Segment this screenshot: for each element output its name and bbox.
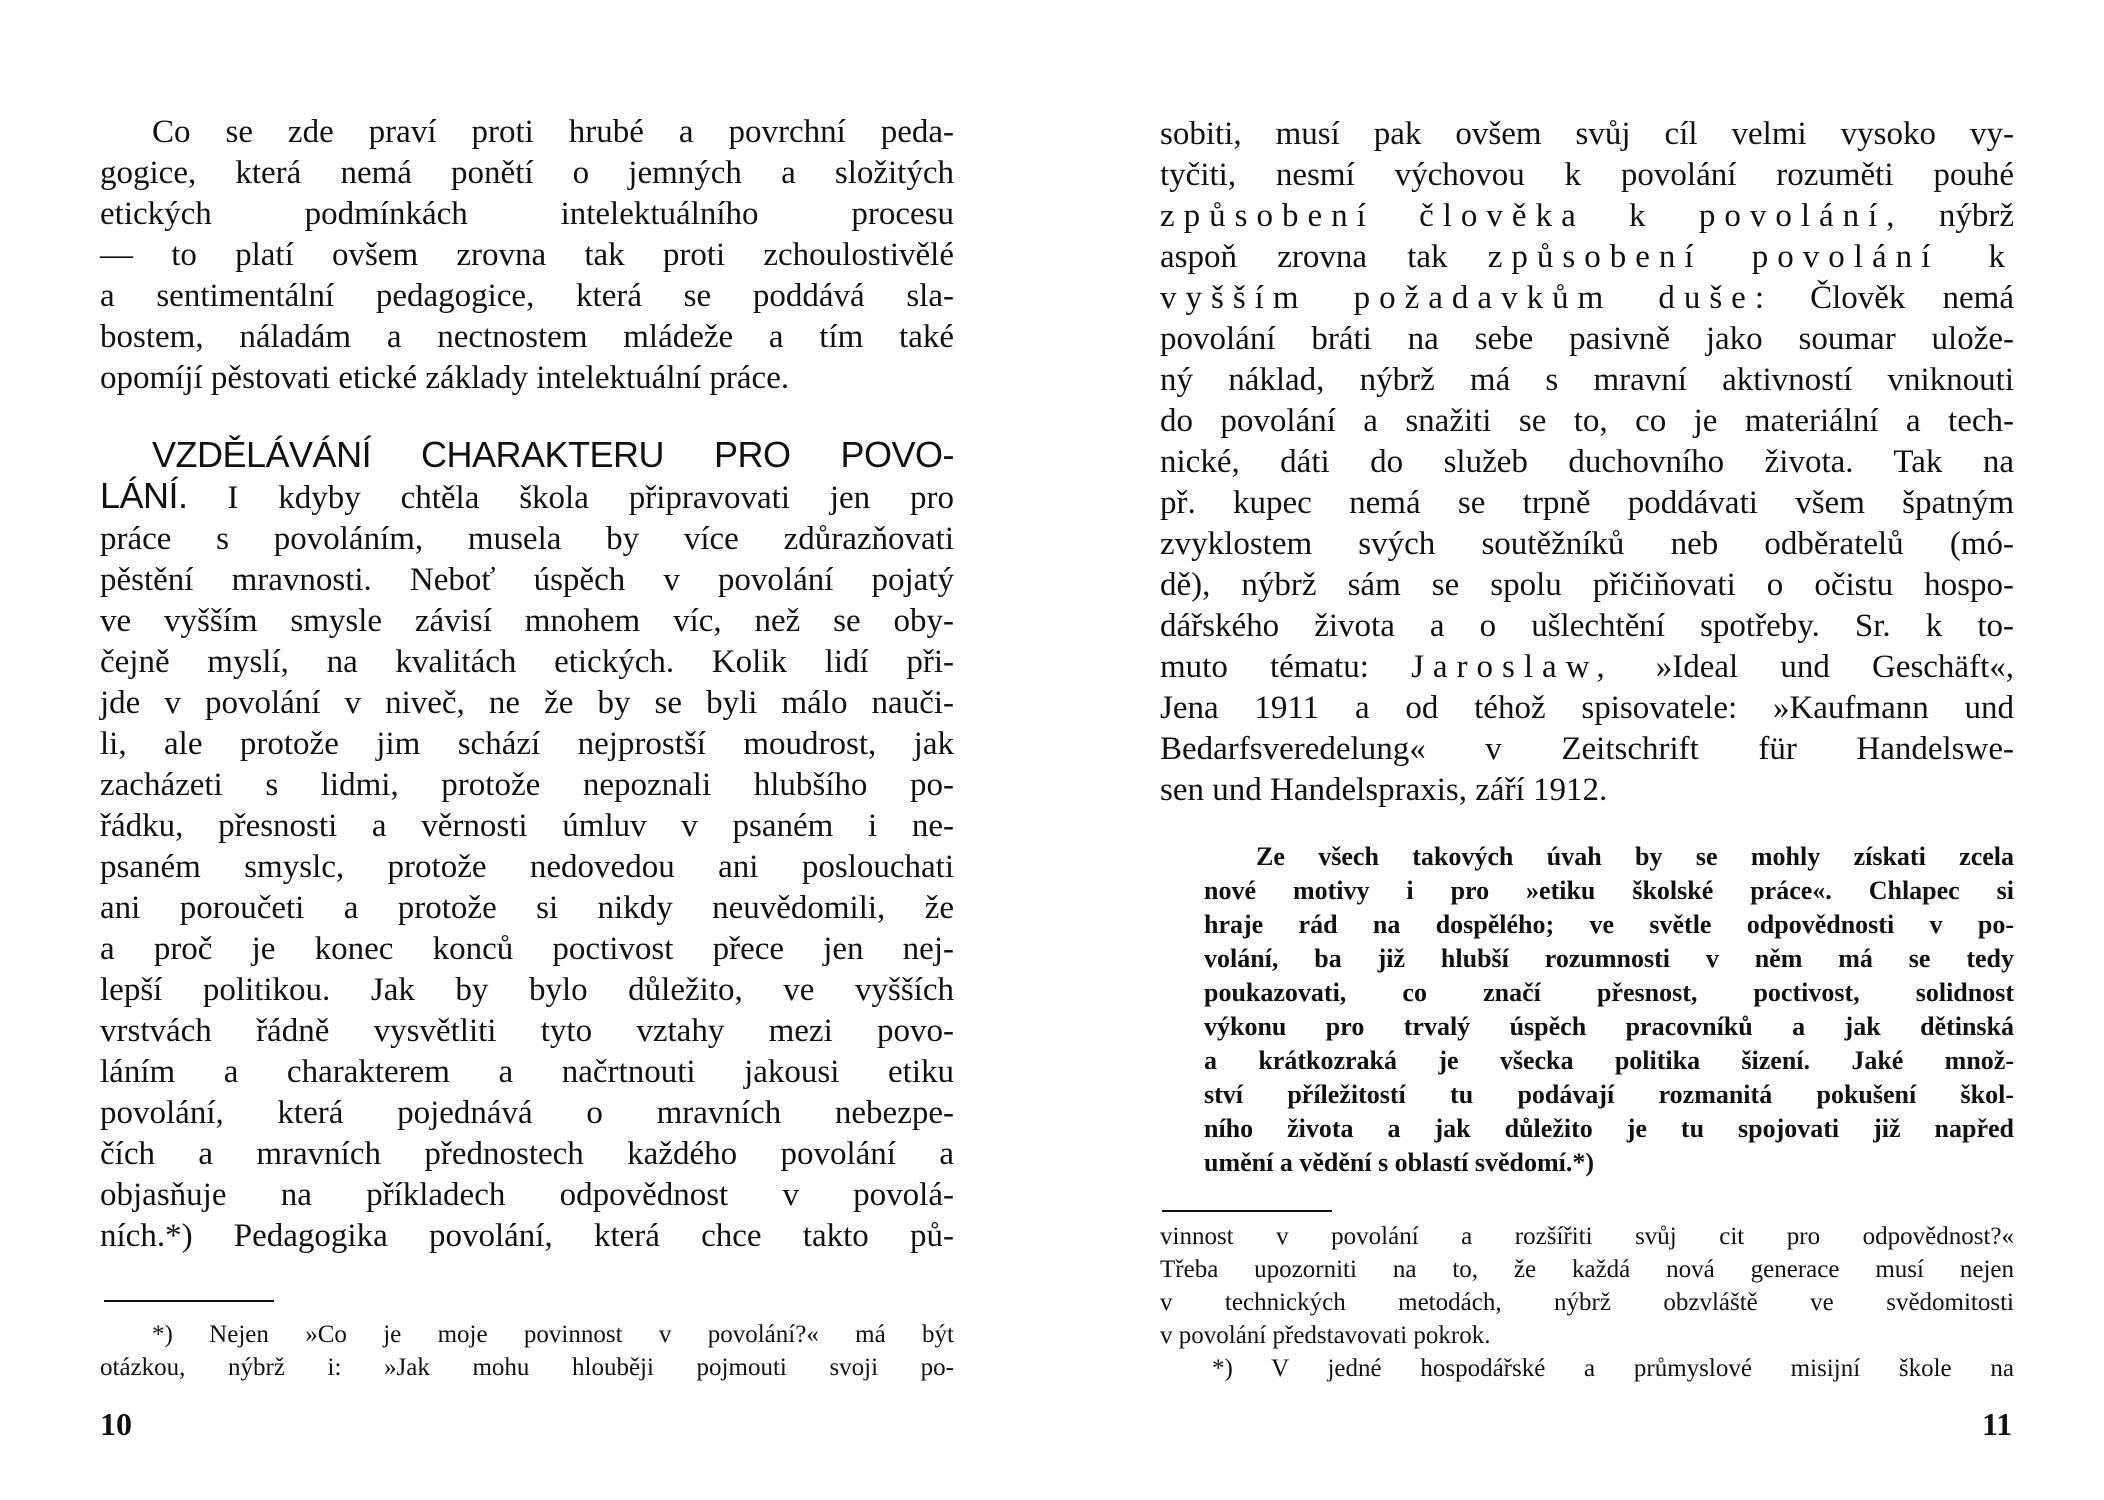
text-line: zvyklostem svých soutěžníků neb odběratelů (mó- xyxy=(1160,526,2014,562)
text-line: a sentimentální pedagogice, která se poddává sla- xyxy=(100,278,954,314)
spaced-emphasis: způsobení člověka k povolání, xyxy=(1160,198,1904,234)
left-footnote xyxy=(100,1318,954,1384)
text-line: sobiti, musí pak ovšem svůj cíl velmi vysoko vy- xyxy=(1160,116,2014,152)
text-line: ního života a jak důležito je tu spojovati již napřed xyxy=(1204,1114,2014,1143)
text-line: sen und Handelspraxis, září 1912. xyxy=(1160,772,1608,808)
page-number-right: 11 xyxy=(1982,1406,2013,1442)
text-line: do povolání a snažiti se to, co je materiální a tech- xyxy=(1160,403,2014,439)
footnote-rule xyxy=(1162,1210,1332,1212)
text-line: umění a vědění s oblastí svědomí.*) xyxy=(1204,1148,1595,1177)
footnote-line: *) V jedné hospodářské a průmyslové misijní škole na xyxy=(1212,1355,2014,1382)
text-line: poukazovati, co značí přesnost, poctivost, solidnost xyxy=(1204,978,2014,1007)
footnote-line: *) Nejen »Co je moje povinnost v povolání?« má být xyxy=(152,1321,954,1348)
footnote-line: v technických metodách, nýbrž obzvláště ve svědomitosti xyxy=(1160,1289,2014,1316)
text-line: pěstění mravnosti. Neboť úspěch v povolání pojatý xyxy=(100,562,954,598)
text-line: Co se zde praví proti hrubé a povrchní peda- xyxy=(152,114,954,150)
text-line: ani poroučeti a protože si nikdy neuvědomili, že xyxy=(100,890,954,926)
footnote-line: otázkou, nýbrž i: »Jak mohu hlouběji pojmouti svoji po- xyxy=(100,1354,954,1381)
text-line: řádku, přesnosti a věrnosti úmluv v psaném i ne- xyxy=(100,808,954,844)
text-line: psaném smyslc, protože nedovedou ani poslouchati xyxy=(100,849,954,885)
left-paragraph-1 xyxy=(100,112,954,399)
text-line: Jena 1911 a od téhož spisovatele: »Kaufmann und xyxy=(1160,690,2014,726)
footnote-line: v povolání představovati pokrok. xyxy=(1160,1322,1491,1349)
text-line: a krátkozraká je všecka politika šizení. Jaké množ- xyxy=(1204,1046,2014,1075)
text-line: vrstvách řádně vysvětliti tyto vztahy mezi povo- xyxy=(100,1013,954,1049)
text-line-tail: nýbrž xyxy=(1938,198,2015,234)
text-line: ve vyšším smysle závisí mnohem víc, než se oby- xyxy=(100,603,954,639)
text-line: tyčiti, nesmí výchovou k povolání rozuměti pouhé xyxy=(1160,157,2014,193)
right-footnotes xyxy=(1160,1220,2014,1385)
spaced-author: Jaroslaw, xyxy=(1411,649,1614,685)
text-line: ný náklad, nýbrž má s mravní aktivností vniknouti xyxy=(1160,362,2014,398)
text-line-tail: Člověk nemá xyxy=(1810,280,2014,316)
text-line: hraje rád na dospělého; ve světle odpovědnosti v po- xyxy=(1204,910,2014,939)
text-line xyxy=(1160,278,2014,319)
text-line: dě), nýbrž sám se spolu přičiňovati o očistu hospo- xyxy=(1160,567,2014,603)
text-line-tail: »Ideal und Geschäft«, xyxy=(1655,649,2014,685)
text-line-head: aspoň zrovna tak xyxy=(1160,239,1448,275)
footnote-line: vinnost v povolání a rozšířiti svůj cit pro odpovědnost?« xyxy=(1160,1223,2014,1250)
text-line: zacházeti s lidmi, protože nepoznali hlubšího po- xyxy=(100,767,954,803)
text-line: objasňuje na příkladech odpovědnost v povolá- xyxy=(100,1177,954,1213)
text-line: láním a charakterem a načrtnouti jakousi etiku xyxy=(100,1054,954,1090)
text-line: — to platí ovšem zrovna tak proti zchoulostivělé xyxy=(100,237,954,273)
section-heading: VZDĚLÁVÁNÍ CHARAKTERU PRO POVO- xyxy=(152,434,954,475)
text-line: př. kupec nemá se trpně poddávati všem špatným xyxy=(1160,485,2014,521)
text-line xyxy=(1160,237,2014,278)
text-line: dářského života a o ušlechtění spotřeby. Sr. k to- xyxy=(1160,608,2014,644)
right-page xyxy=(1052,0,2104,1500)
text-line: lepší politikou. Jak by bylo důležito, ve vyšších xyxy=(100,972,954,1008)
text-line: výkonu pro trvalý úspěch pracovníků a jak dětinská xyxy=(1204,1012,2014,1041)
text-line: Ze všech takových úvah by se mohly získati zcela xyxy=(1256,842,2014,871)
text-line: a proč je konec konců poctivost přece jen nej- xyxy=(100,931,954,967)
text-line: opomíjí pěstovati etické základy intelektuální práce. xyxy=(100,360,790,396)
text-line: jde v povolání v niveč, ne že by se byli málo nauči- xyxy=(100,685,954,721)
text-line-tail: I kdyby chtěla škola připravovati jen pro xyxy=(227,480,955,516)
text-line: nické, dáti do služeb duchovního života. Tak na xyxy=(1160,444,2014,480)
text-line: bostem, náladám a nectnostem mládeže a tím také xyxy=(100,319,954,355)
text-line: práce s povoláním, musela by více zdůrazňovati xyxy=(100,521,954,557)
right-paragraph-1 xyxy=(1160,114,2014,811)
section-heading-end: LÁNÍ. xyxy=(100,475,188,516)
text-line: povolání bráti na sebe pasivně jako soumar ulože- xyxy=(1160,321,2014,357)
text-line: Bedarfsveredelung« v Zeitschrift für Handelswe- xyxy=(1160,731,2014,767)
page-number-left: 10 xyxy=(100,1406,132,1442)
text-line: povolání, která pojednává o mravních nebezpe- xyxy=(100,1095,954,1131)
text-line: etických podmínkách intelektuálního procesu xyxy=(100,196,954,232)
right-small-paragraph xyxy=(1204,840,2014,1180)
text-line-head: muto tématu: xyxy=(1160,649,1369,685)
text-line xyxy=(1160,196,2014,237)
spaced-emphasis: způsobení povolání k xyxy=(1487,239,2015,275)
text-line: li, ale protože jim schází nejprostší moudrost, jak xyxy=(100,726,954,762)
text-line: ství příležitostí tu podávají rozmanitá pokušení škol- xyxy=(1204,1080,2014,1109)
text-line: čejně myslí, na kvalitách etických. Kolik lidí při- xyxy=(100,644,954,680)
text-line xyxy=(100,475,954,519)
footnote-line: Třeba upozorniti na to, že každá nová generace musí nejen xyxy=(1160,1256,2014,1283)
text-line: volání, ba již hlubší rozumnosti v něm má se tedy xyxy=(1204,944,2014,973)
text-line: čích a mravních přednostech každého povolání a xyxy=(100,1136,954,1172)
text-line xyxy=(1160,647,2014,688)
left-paragraph-2 xyxy=(100,434,954,1257)
spaced-emphasis: vyšším požadavkům duše: xyxy=(1160,280,1773,316)
text-line: ních.*) Pedagogika povolání, která chce takto pů- xyxy=(100,1218,954,1254)
text-line: nové motivy i pro »etiku školské práce«. Chlapec si xyxy=(1204,876,2014,905)
footnote-rule xyxy=(104,1300,274,1302)
text-line: gogice, která nemá ponětí o jemných a složitých xyxy=(100,155,954,191)
